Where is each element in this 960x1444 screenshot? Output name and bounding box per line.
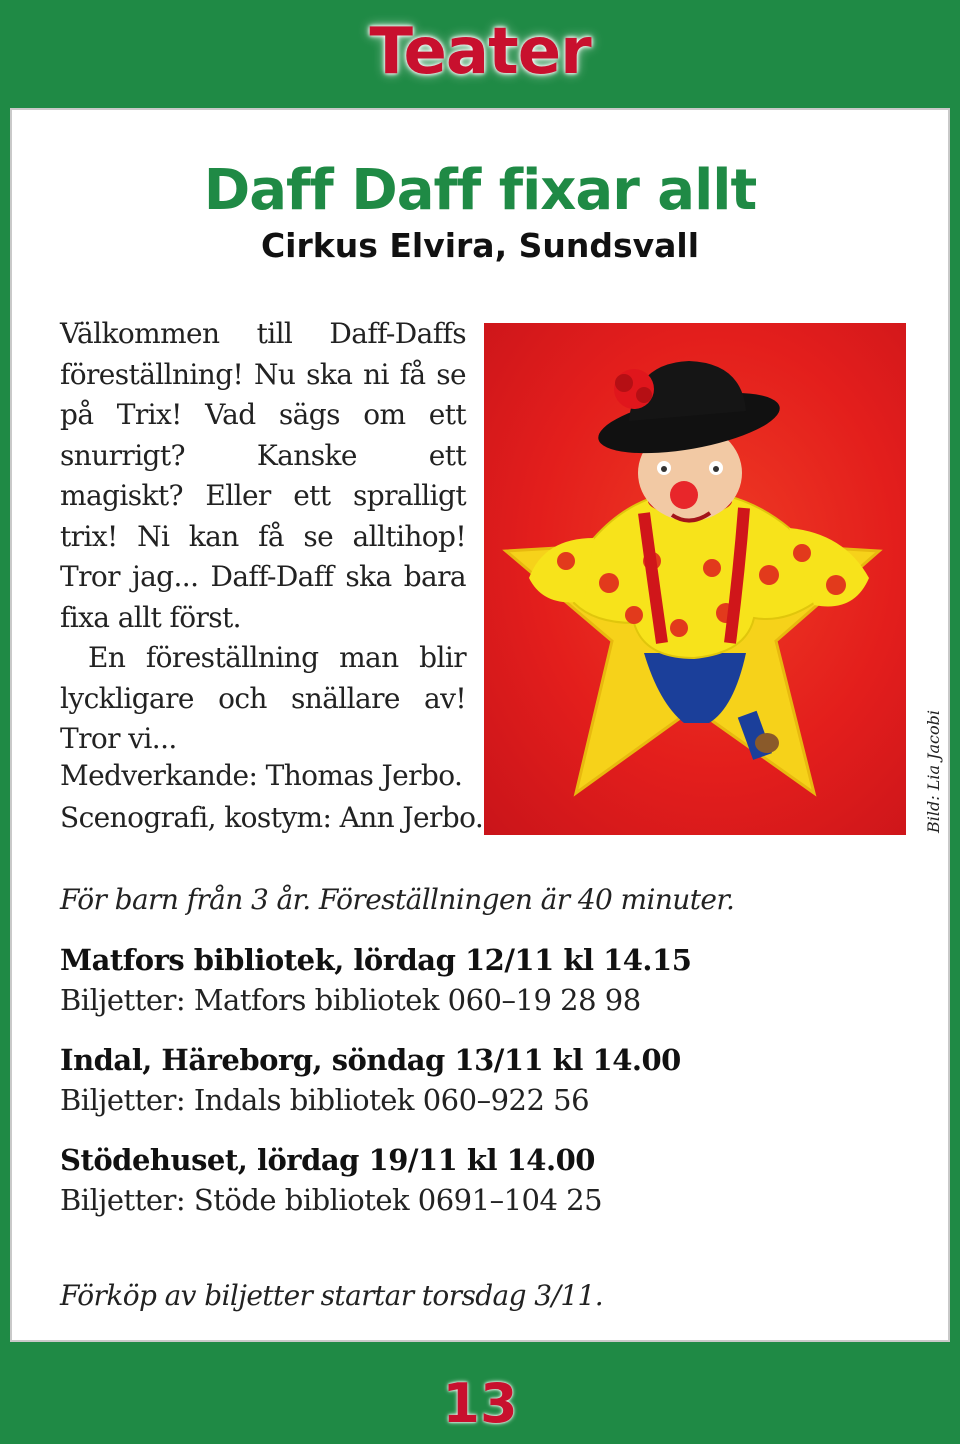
- event-item: [60, 1040, 900, 1120]
- event-heading: Indal, Häreborg, söndag 13/11 kl 14.00: [60, 1043, 681, 1077]
- intro-paragraph-2: En föreställning man blir lyckligare och snällare av! Tror vi...: [60, 641, 466, 755]
- event-item: [60, 940, 900, 1020]
- clown-star-illustration: [484, 323, 906, 835]
- event-item: [60, 1140, 900, 1220]
- credit-cast: Medverkande: Thomas Jerbo.: [60, 759, 463, 792]
- credit-design: Scenografi, kostym: Ann Jerbo.: [60, 801, 484, 834]
- event-heading: Matfors bibliotek, lördag 12/11 kl 14.15: [60, 943, 692, 977]
- section-title: Teater: [369, 15, 591, 89]
- clown-photo: [484, 323, 906, 835]
- event-tickets: Biljetter: Indals bibliotek 060–922 56: [60, 1083, 590, 1117]
- photo-credit: Bild: Lia Jacobi: [924, 710, 943, 833]
- event-tickets: Biljetter: Stöde bibliotek 0691–104 25: [60, 1183, 603, 1217]
- credits: [60, 755, 484, 839]
- article-subtitle: Cirkus Elvira, Sundsvall: [260, 226, 700, 265]
- intro-text: [60, 314, 466, 760]
- event-heading: Stödehuset, lördag 19/11 kl 14.00: [60, 1143, 595, 1177]
- presale-note: Förköp av biljetter startar torsdag 3/11.: [60, 1279, 604, 1312]
- article-title: Daff Daff fixar allt: [203, 158, 757, 223]
- age-note: För barn från 3 år. Föreställningen är 40 minuter.: [60, 883, 735, 916]
- intro-paragraph-1: Välkommen till Daff-Daffs föreställning! Nu ska ni få se på Trix! Vad sägs om ett snurrigt? Kanske ett magiskt? Eller ett spralligt trix! Ni kan få se alltihop! Tror jag... Daff-Daff ska bara fixa allt först.: [60, 317, 466, 634]
- event-list: [60, 940, 900, 1240]
- event-tickets: Biljetter: Matfors bibliotek 060–19 28 98: [60, 983, 641, 1017]
- page-number: 13: [442, 1372, 518, 1435]
